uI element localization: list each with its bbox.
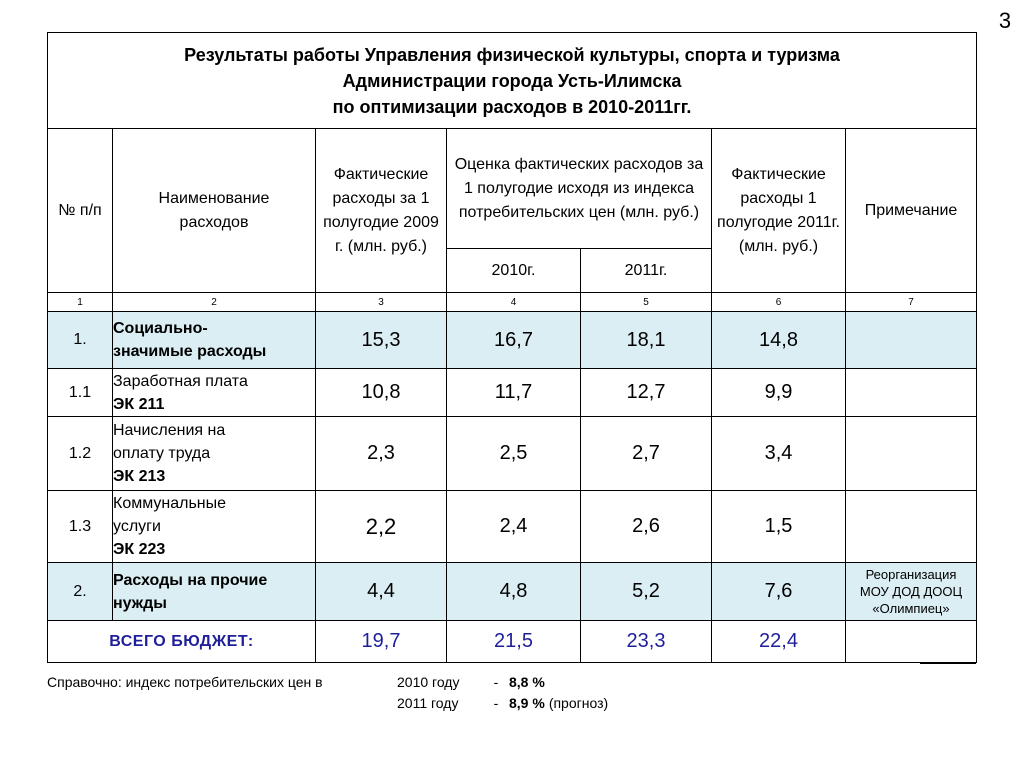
footnote-year: 2011 году	[397, 695, 459, 711]
column-number-7: 7	[846, 293, 977, 312]
row-name	[113, 563, 316, 621]
column-number-6: 6	[712, 293, 846, 312]
row-index: 1.2	[48, 417, 113, 491]
row-note	[846, 312, 977, 369]
footnote-spacer	[47, 693, 397, 714]
footnote-year: 2010 году	[397, 674, 460, 690]
value-2009: 2,3	[316, 417, 447, 491]
row-name	[113, 491, 316, 563]
total-2011-estimate: 23,3	[581, 621, 712, 663]
footnote-line-2	[47, 693, 608, 714]
column-number-5: 5	[581, 293, 712, 312]
value-2011-estimate: 2,7	[581, 417, 712, 491]
title-line-2: Администрации города Усть-Илимска	[342, 70, 682, 91]
results-table-container	[47, 32, 976, 663]
row-index: 1.	[48, 312, 113, 369]
table-row	[48, 417, 977, 491]
row-name	[113, 312, 316, 369]
footnote-line-1	[47, 672, 608, 693]
table-row	[48, 491, 977, 563]
total-2009: 19,7	[316, 621, 447, 663]
header-num: № п/п	[48, 129, 113, 293]
header-name: Наименование расходов	[113, 129, 316, 293]
row-note	[846, 491, 977, 563]
row-name-line: нужды	[113, 594, 167, 612]
header-year-2010: 2010г.	[447, 249, 581, 293]
row-ek-code: ЭК 211	[113, 395, 165, 413]
value-2011-fact: 9,9	[712, 369, 846, 417]
note-line: МОУ ДОД ДООЦ	[859, 584, 963, 599]
note-line: Реорганизация	[865, 567, 957, 582]
row-name	[113, 369, 316, 417]
row-name-line: оплату труда	[113, 445, 211, 462]
total-2010: 21,5	[447, 621, 581, 663]
row-note	[846, 417, 977, 491]
value-2009: 15,3	[316, 312, 447, 369]
page-number: 3	[998, 8, 1012, 33]
divider	[920, 663, 976, 664]
total-note	[846, 621, 977, 663]
value-2011-estimate: 12,7	[581, 369, 712, 417]
row-name-line: услуги	[113, 518, 161, 535]
row-ek-code: ЭК 213	[113, 468, 166, 485]
footnote	[47, 672, 608, 714]
value-2009: 2,2	[316, 491, 447, 563]
table-row	[48, 312, 977, 369]
footnote-extra: (прогноз)	[548, 695, 609, 711]
row-index: 1.3	[48, 491, 113, 563]
value-2011-fact: 1,5	[712, 491, 846, 563]
table-row	[48, 563, 977, 621]
header-year-2011: 2011г.	[581, 249, 712, 293]
header-note: Примечание	[846, 129, 977, 293]
row-name	[113, 417, 316, 491]
total-label: ВСЕГО БЮДЖЕТ:	[48, 621, 316, 663]
footnote-dash: -	[493, 674, 499, 690]
value-2011-estimate: 18,1	[581, 312, 712, 369]
value-2011-estimate: 5,2	[581, 563, 712, 621]
header-fact-2009: Фактические расходы за 1 полугодие 2009 г. (млн. руб.)	[316, 129, 447, 293]
total-row	[48, 621, 977, 663]
footnote-label: Справочно: индекс потребительских цен в	[47, 674, 323, 690]
row-name-line: Начисления на	[113, 422, 226, 439]
note-line: «Олимпиец»	[872, 601, 950, 616]
value-2011-fact: 3,4	[712, 417, 846, 491]
column-number-2: 2	[113, 293, 316, 312]
table-row	[48, 369, 977, 417]
header-estimate: Оценка фактических расходов за 1 полугодие исходя из индекса потребительских цен (млн. руб.)	[447, 129, 712, 249]
row-name-line: Социально-	[113, 320, 208, 337]
value-2010: 2,5	[447, 417, 581, 491]
value-2009: 4,4	[316, 563, 447, 621]
value-2011-fact: 14,8	[712, 312, 846, 369]
row-name-line: значимые расходы	[113, 343, 267, 360]
total-2011-fact: 22,4	[712, 621, 846, 663]
row-ek-code: ЭК 223	[113, 541, 166, 558]
value-2011-estimate: 2,6	[581, 491, 712, 563]
column-number-3: 3	[316, 293, 447, 312]
value-2009: 10,8	[316, 369, 447, 417]
row-index: 2.	[48, 563, 113, 621]
table-title	[48, 33, 977, 129]
value-2010: 2,4	[447, 491, 581, 563]
value-2010: 11,7	[447, 369, 581, 417]
column-number-4: 4	[447, 293, 581, 312]
row-name-line: Заработная плата	[113, 372, 248, 390]
value-2011-fact: 7,6	[712, 563, 846, 621]
footnote-value: 8,8 %	[509, 674, 545, 690]
header-fact-2011: Фактические расходы 1 полугодие 2011г. (млн. руб.)	[712, 129, 846, 293]
results-table	[47, 32, 977, 663]
row-note	[846, 563, 977, 621]
row-note	[846, 369, 977, 417]
footnote-dash: -	[493, 695, 499, 711]
value-2010: 4,8	[447, 563, 581, 621]
row-name-line: Коммунальные	[113, 495, 227, 512]
column-number-1: 1	[48, 293, 113, 312]
value-2010: 16,7	[447, 312, 581, 369]
row-index: 1.1	[48, 369, 113, 417]
footnote-value: 8,9 %	[509, 695, 545, 711]
title-line-1: Результаты работы Управления физической культуры, спорта и туризма	[184, 44, 840, 65]
row-name-line: Расходы на прочие	[113, 571, 268, 589]
title-line-3: по оптимизации расходов в 2010-2011гг.	[332, 96, 692, 117]
